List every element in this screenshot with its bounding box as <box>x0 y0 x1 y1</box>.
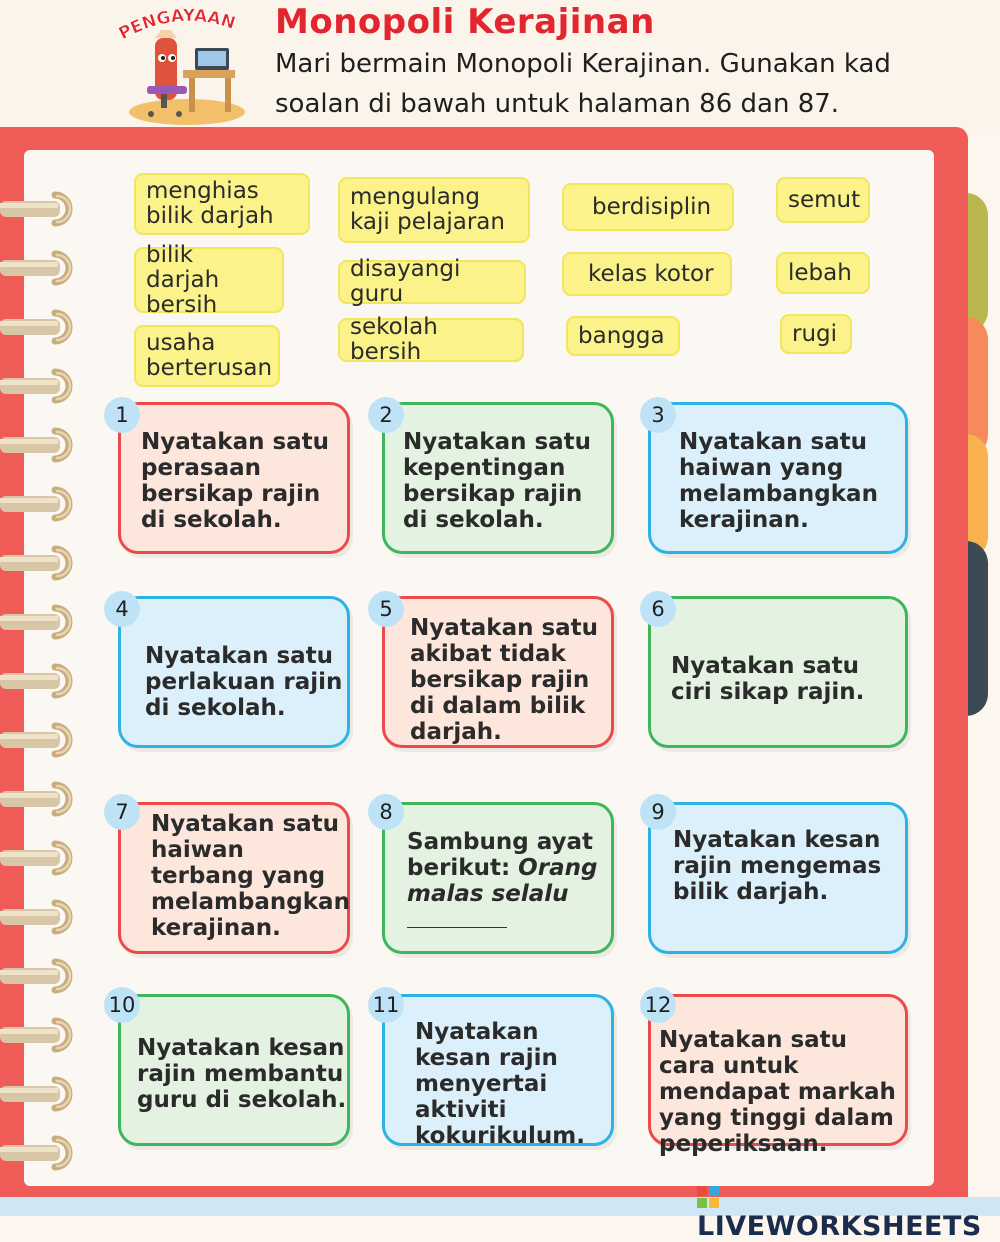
question-number: 4 <box>104 591 140 627</box>
question-number: 10 <box>104 987 140 1023</box>
question-text: Nyatakan satu haiwan yang melambangkan kerajinan. <box>679 429 878 533</box>
question-card-7[interactable] <box>118 802 350 954</box>
question-card-2[interactable] <box>382 402 614 554</box>
question-text-italic: Orang malas selalu <box>407 855 598 907</box>
word-chip[interactable]: kelas kotor <box>562 252 732 296</box>
word-chip[interactable]: rugi <box>780 314 852 354</box>
spiral-ring <box>0 718 82 762</box>
question-number: 5 <box>368 591 404 627</box>
question-text: Nyatakan satu ciri sikap rajin. <box>671 653 865 705</box>
question-number: 9 <box>640 794 676 830</box>
word-chip[interactable]: usaha berterusan <box>134 325 280 387</box>
question-number: 11 <box>368 987 404 1023</box>
spiral-ring <box>0 305 82 349</box>
spiral-ring <box>0 1013 82 1057</box>
question-card-4[interactable] <box>118 596 350 748</box>
question-text: Nyatakan satu haiwan terbang yang melambangkan kerajinan. <box>151 811 350 941</box>
question-text: Nyatakan satu perlakuan rajin di sekolah. <box>145 643 343 721</box>
word-chip[interactable]: semut <box>776 177 870 223</box>
word-chip[interactable]: disayangi guru <box>338 260 526 304</box>
question-number: 2 <box>368 397 404 433</box>
spiral-ring <box>0 1131 82 1175</box>
word-chip[interactable]: sekolah bersih <box>338 318 524 362</box>
spiral-ring <box>0 777 82 821</box>
question-card-1[interactable] <box>118 402 350 554</box>
header <box>0 0 1000 130</box>
question-card-6[interactable] <box>648 596 908 748</box>
question-card-9[interactable] <box>648 802 908 954</box>
question-text: Nyatakan kesan rajin menyertai aktiviti kokurikulum. <box>415 1019 586 1149</box>
question-number: 12 <box>640 987 676 1023</box>
question-number: 6 <box>640 591 676 627</box>
question-card-5[interactable] <box>382 596 614 748</box>
spiral-ring <box>0 895 82 939</box>
spiral-ring <box>0 246 82 290</box>
word-chip[interactable]: bilik darjah bersih <box>134 247 284 313</box>
question-number: 8 <box>368 794 404 830</box>
spiral-ring <box>0 954 82 998</box>
question-number: 1 <box>104 397 140 433</box>
spiral-ring <box>0 364 82 408</box>
answer-blank-line <box>407 927 507 928</box>
question-card-10[interactable] <box>118 994 350 1146</box>
word-chip[interactable]: berdisiplin <box>562 183 734 231</box>
spiral-ring <box>0 659 82 703</box>
question-card-12[interactable] <box>648 994 908 1157</box>
pencil-mascot-illustration <box>125 30 250 126</box>
question-text <box>407 829 607 928</box>
word-chip[interactable]: lebah <box>776 252 870 294</box>
spiral-ring <box>0 482 82 526</box>
word-chip[interactable]: mengulang kaji pelajaran <box>338 177 530 243</box>
question-text: Nyatakan satu cara untuk mendapat markah yang tinggi dalam peperiksaan. <box>659 1027 896 1157</box>
spiral-ring <box>0 187 82 231</box>
word-chip[interactable]: menghias bilik darjah <box>134 173 310 235</box>
instruction-line-1: Mari bermain Monopoli Kerajinan. Gunakan kad <box>275 49 891 79</box>
badge-text: PENGAYAAN <box>115 6 238 45</box>
instructions <box>275 44 965 124</box>
question-text: Nyatakan satu kepentingan bersikap rajin di sekolah. <box>403 429 592 533</box>
question-text: Nyatakan kesan rajin membantu guru di sekolah. <box>137 1035 347 1113</box>
brand-text: LIVEWORKSHEETS <box>697 1211 982 1242</box>
question-card-11[interactable] <box>382 994 614 1149</box>
word-chip[interactable]: bangga <box>566 316 680 356</box>
question-card-3[interactable] <box>648 402 908 554</box>
liveworksheets-brand[interactable] <box>697 1180 1000 1242</box>
question-number: 7 <box>104 794 140 830</box>
spiral-ring <box>0 423 82 467</box>
page-title: Monopoli Kerajinan <box>275 2 655 42</box>
question-number: 3 <box>640 397 676 433</box>
spiral-ring <box>0 836 82 880</box>
question-text-prefix: Sambung ayat berikut: <box>407 829 594 881</box>
question-text: Nyatakan satu perasaan bersikap rajin di sekolah. <box>141 429 330 533</box>
question-text: Nyatakan satu akibat tidak bersikap rajin di dalam bilik darjah. <box>410 615 599 745</box>
spiral-ring <box>0 541 82 585</box>
question-text: Nyatakan kesan rajin mengemas bilik darjah. <box>673 827 882 905</box>
spiral-ring <box>0 1072 82 1116</box>
question-card-8[interactable] <box>382 802 614 954</box>
liveworksheets-logo-icon <box>697 1186 719 1208</box>
instruction-line-2: soalan di bawah untuk halaman 86 dan 87. <box>275 89 840 119</box>
spiral-ring <box>0 600 82 644</box>
